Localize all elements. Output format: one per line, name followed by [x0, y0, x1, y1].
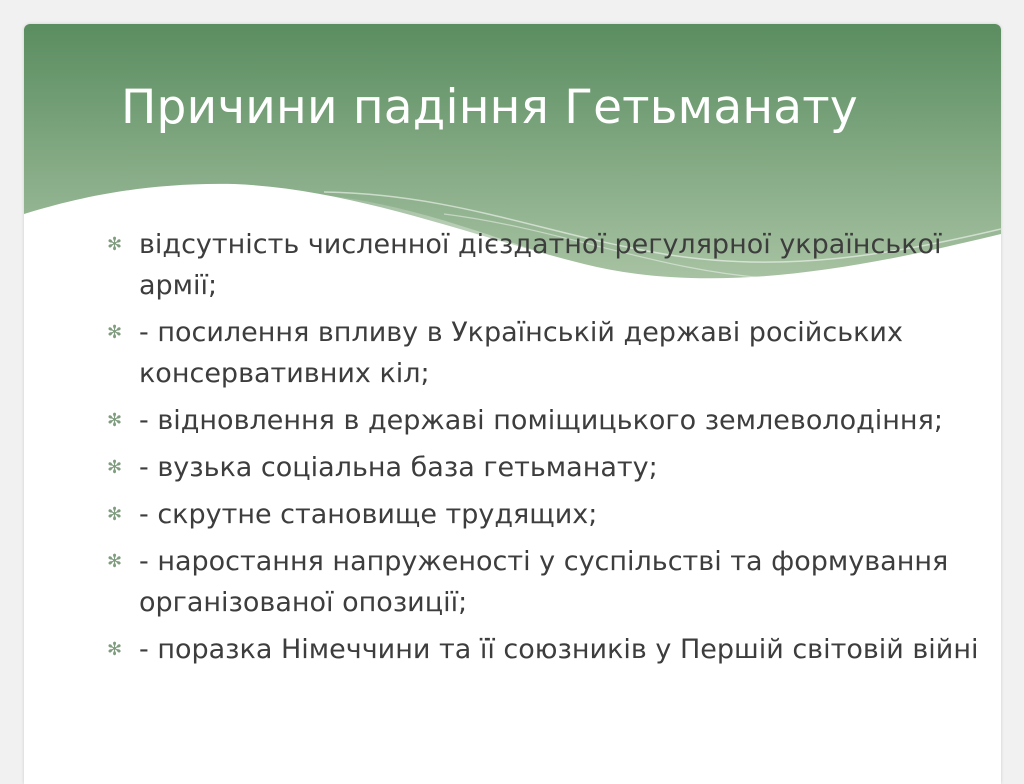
- asterisk-bullet-icon: ✻: [107, 322, 123, 343]
- list-item: [107, 447, 987, 488]
- slide: [24, 24, 1001, 784]
- list-item: [107, 494, 987, 535]
- asterisk-bullet-icon: ✻: [107, 551, 123, 572]
- bullet-list: [107, 224, 987, 676]
- asterisk-bullet-icon: ✻: [107, 504, 123, 525]
- list-item: [107, 541, 987, 623]
- asterisk-bullet-icon: ✻: [107, 234, 123, 255]
- list-item: [107, 400, 987, 441]
- list-item-text: - посилення впливу в Українській державі російських консервативних кіл;: [139, 317, 903, 389]
- list-item-text: - відновлення в державі поміщицького землеволодіння;: [139, 405, 943, 436]
- asterisk-bullet-icon: ✻: [107, 410, 123, 431]
- list-item-text: - скрутне становище трудящих;: [139, 499, 598, 530]
- asterisk-bullet-icon: ✻: [107, 639, 123, 660]
- list-item: [107, 224, 987, 306]
- list-item-text: - вузька соціальна база гетьманату;: [139, 452, 658, 483]
- list-item-text: - наростання напруженості у суспільстві та формування організованої опозиції;: [139, 546, 949, 618]
- list-item: [107, 312, 987, 394]
- list-item: [107, 629, 987, 670]
- asterisk-bullet-icon: ✻: [107, 457, 123, 478]
- list-item-text: - поразка Німеччини та її союзників у Першій світовій війні: [139, 634, 979, 665]
- slide-title: Причини падіння Гетьманату: [121, 80, 858, 135]
- list-item-text: відсутність численної дієздатної регулярної української армії;: [139, 229, 942, 301]
